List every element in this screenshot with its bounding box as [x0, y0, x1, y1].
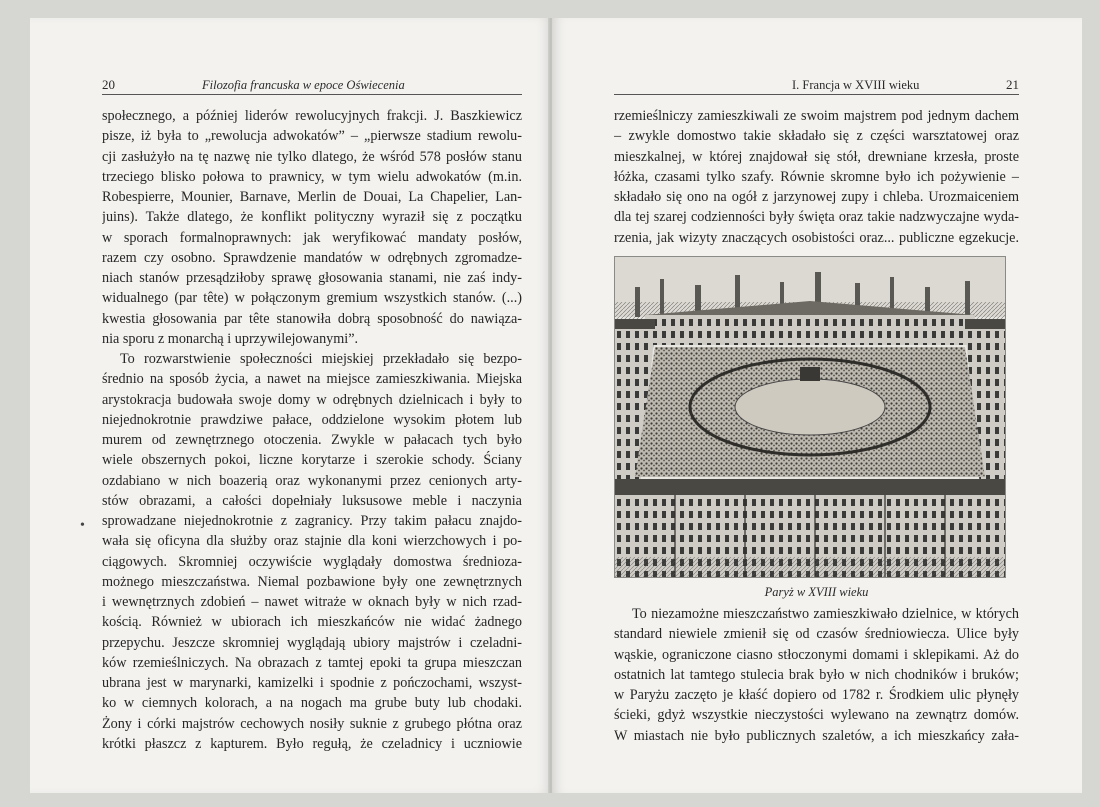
engraving-paris-illustration [614, 256, 1006, 578]
text-line: wiele obszernych pokoi, liczne korytarze i szerokie schody. Ściany [102, 452, 522, 469]
text-line: rzemieślniczy zamieszkiwali ze swoim majstrem pod jednym dachem [614, 108, 1019, 124]
text-line: sprowadzane niejednokrotnie z zagranicy. Przy takim pałacu znajdo- [102, 513, 522, 529]
text-line: łóżka, czasami tylko szafy. Równie skromne było ich pożywienie – [614, 168, 1019, 185]
right-page [552, 18, 1082, 793]
left-page-number: 20 [102, 77, 115, 92]
text-line: ostatnich lat tamtego stulecia brak było w nich chodników i bruków; [614, 666, 1019, 683]
left-body-text [102, 106, 522, 754]
text-line: niejednokrotnie prawdziwe pałace, oddzielone wysokim płotem lub [102, 411, 522, 428]
text-line: cji zasłużyło na tę nazwę nie tylko dlatego, że wśród 578 posłów stanu [102, 148, 522, 165]
text-line: rzenia, jak wizyty znaczących osobistości oraz... publiczne egzekucje. [614, 229, 1019, 246]
text-line: ścieki, gdyż wszystkie nieczystości wylewano na zewnątrz domów. [614, 707, 1019, 724]
text-line: W miastach nie było publicznych szaletów, a ich mieszkańcy zała- [614, 727, 1019, 744]
text-line: – zwykle domostwo takie składało się z części warsztatowej oraz [614, 128, 1019, 145]
text-line: arystokracja budowała swoje domy w odrębnych dzielnicach i były to [102, 391, 522, 408]
text-line: stów obrazami, a całości dopełniały luksusowe meble i naczynia [102, 492, 522, 509]
text-line: niach stanów przesądziłoby sprawę głosowania stanami, nie zaś indy- [102, 270, 522, 286]
text-line: w sporach formalnoprawnych: jak weryfikować mandaty posłów, [102, 229, 522, 246]
text-line: w Paryżu zaczęto je kłaść dopiero od 1782 r. Środkiem ulic płynęły [614, 687, 1019, 703]
text-line: ubrana jest w marynarki, kamizelki i spodnie z pończochami, wszyst- [102, 675, 522, 691]
text-line: juins). Także dlatego, że konflikt polityczny wyraził się z początku [102, 209, 522, 226]
text-line: przepychu. Jeszcze skromniej wyglądają ubiory majstrów i czeladni- [102, 634, 522, 651]
text-line: społecznego, a później liderów rewolucyjnych frakcji. J. Baszkiewicz [102, 108, 522, 124]
text-line: i wewnętrznych zdobień – nawet witraże w oknach były w nich rzad- [102, 594, 522, 610]
text-line: ozdabiano w nich boazerią oraz wykonanymi przez cenionych arty- [102, 472, 522, 489]
text-line: To rozwarstwienie społeczności miejskiej przekładało się bezpo- [120, 351, 522, 367]
text-line: kwestia głosowania par tête stanowiła dobrą sposobność do nawiąza- [102, 310, 522, 327]
text-line: ko w ciemnych kolorach, a na nogach ma grube buty lub chodaki. [102, 695, 522, 712]
text-line: kością. Również w ubiorach ich mieszkańców nie widać żadnego [102, 614, 522, 631]
right-page-number: 21 [1006, 77, 1019, 92]
left-running-head-title: Filozofia francuska w epoce Oświecenia [202, 78, 405, 92]
text-line: wała się oficyna dla służby oraz stajnie dla koni wierzchowych i po- [102, 533, 522, 550]
text-line: ków rzemieślniczych. Na obrazach z tamtej epoki ta grupa mieszczan [102, 654, 522, 671]
text-line: nia sporu z monarchą i uprzywilejowanymi”. [102, 330, 359, 347]
text-line: Żony i córki majstrów cechowych nosiły suknie z grubego płótna oraz [102, 715, 522, 732]
left-running-header [102, 76, 522, 95]
engraving-image [615, 257, 1005, 577]
text-line: murem od zewnętrznego otoczenia. Zwykle w pałacach tych było [102, 432, 522, 448]
text-line: razem czy osobno. Sprawdzenie mandatów w odrębnych zgromadze- [102, 249, 522, 266]
text-line: To niezamożne mieszczaństwo zamieszkiwało dzielnice, w których [632, 606, 1019, 622]
text-line: mieszkalnej, w której znajdował się stół, drewniane krzesła, proste [614, 148, 1019, 165]
text-line: Robespierre, Mounier, Barnave, Merlin de Douai, La Chapelier, Lan- [102, 189, 522, 205]
text-line: pisze, iż była to „rewolucja adwokatów” – „pierwsze stadium rewolu- [102, 128, 522, 145]
text-line: średnio na sposób życia, a nawet na miejsce zamieszkiwania. Miejska [102, 371, 522, 388]
right-body-text-bottom [614, 604, 1019, 746]
text-line: trzeciego blisko połowa to prawnicy, w tym wielu adwokatów (m.in. [102, 168, 522, 185]
text-line: ciągowych. Skromniej oczywiście wyglądały domostwa średniozа- [102, 553, 522, 570]
figure-caption: Paryż w XVIII wieku [764, 585, 869, 599]
text-line: krótki płaszcz z kapturem. Było regułą, że czeladnicy i uczniowie [102, 735, 522, 752]
text-line: możnego mieszczaństwa. Niemal pozbawione były one zewnętrznych [102, 573, 522, 590]
right-running-head-title: I. Francja w XVIII wieku [792, 78, 920, 92]
right-running-header [614, 76, 1019, 95]
text-line: dla tej szarej codzienności były święta oraz takie nadzwyczajne wyda- [614, 209, 1019, 226]
text-line: standard niewiele zmienił się od czasów średniowiecza. Ulice były [614, 626, 1019, 643]
text-line: składało się ono na ogół z jarzynowej zupy i chleba. Urozmaiceniem [614, 189, 1019, 205]
right-body-text-top [614, 106, 1019, 248]
left-page [30, 18, 550, 793]
text-line: widualnego (par tête) w połączonym gremium wszystkich stanów. (...) [102, 290, 522, 307]
stray-mark: • [80, 518, 85, 533]
text-line: wąskie, ograniczone ciasno stłoczonymi domami i sklepikami. Aż do [614, 646, 1019, 663]
